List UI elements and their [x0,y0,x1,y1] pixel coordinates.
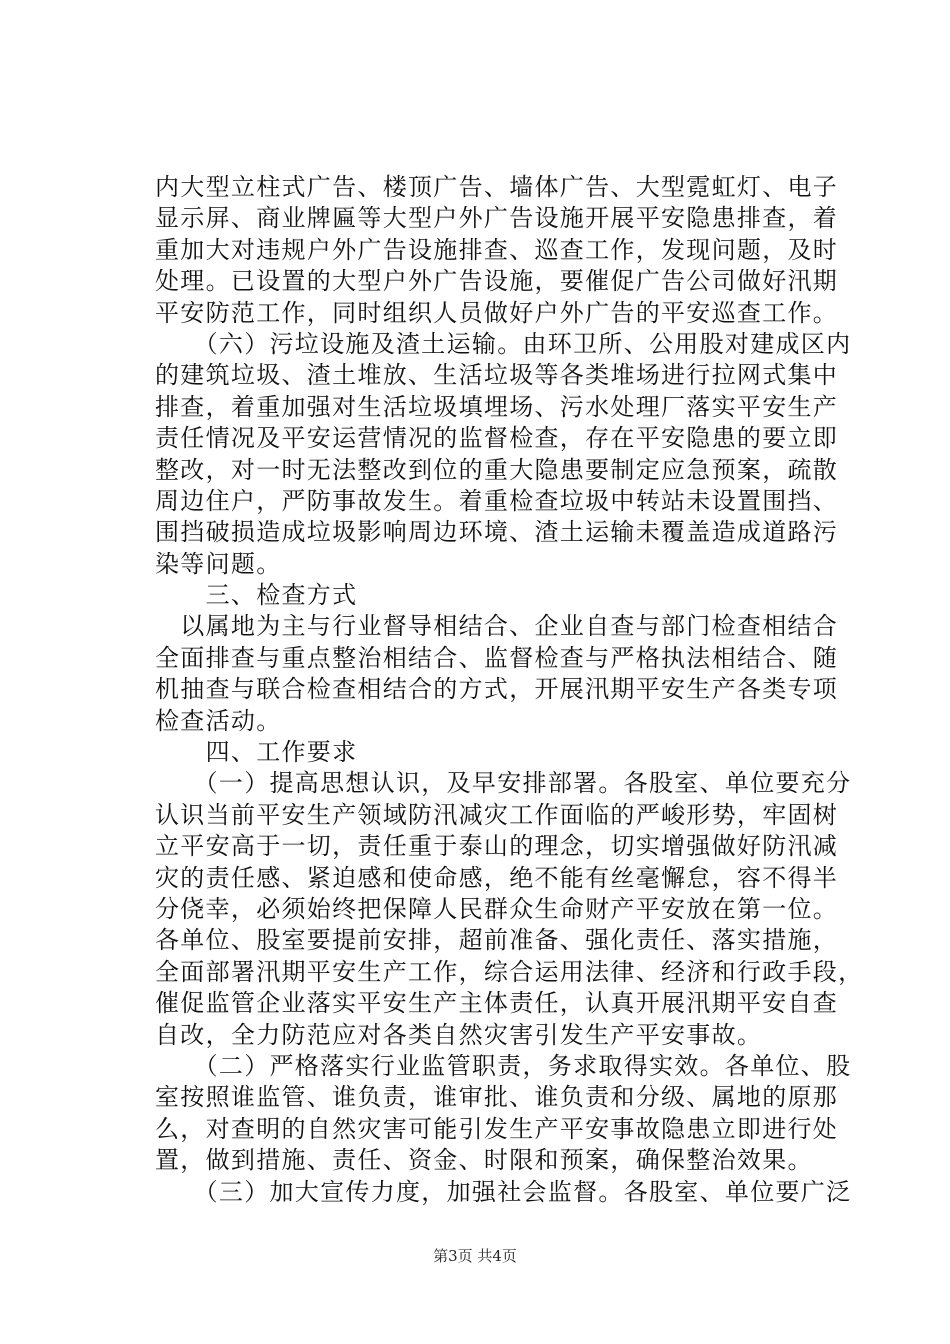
page-footer [0,1245,950,1266]
text-line: 处理。已设置的大型户外广告设施，要催促广告公司做好汛期 [155,267,839,296]
text-line: 全面部署汛期平安生产工作，综合运用法律、经济和行政手段， [155,957,864,986]
text-line: 重加大对违规户外广告设施排查、巡查工作，发现问题，及时 [155,235,839,264]
text-line: 各单位、股室要提前安排，超前准备、强化责任、落实措施， [155,926,839,955]
text-line: （六）污垃设施及渣土运输。由环卫所、公用股对建成区内 [155,329,852,358]
text-line: 置，做到措施、责任、资金、时限和预案，确保整治效果。 [155,1146,813,1175]
text-line: 排查，着重加强对生活垃圾填埋场、污水处理厂落实平安生产 [155,392,839,421]
text-line: 灾的责任感、紧迫感和使命感，绝不能有丝毫懈怠，容不得半 [155,863,839,892]
body-text [155,172,864,1208]
text-line: 责任情况及平安运营情况的监督检查，存在平安隐患的要立即 [155,424,839,453]
text-line: 四、工作要求 [155,738,358,767]
text-line: （三）加大宣传力度，加强社会监督。各股室、单位要广泛 [155,1177,852,1206]
text-line: （一）提高思想认识，及早安排部署。各股室、单位要充分 [155,769,852,798]
text-line: 显示屏、商业牌匾等大型户外广告设施开展平安隐患排查，着 [155,204,839,233]
text-line: 三、检查方式 [155,581,358,610]
text-line: 以属地为主与行业督导相结合、企业自查与部门检查相结合 [155,612,839,641]
text-line: 分侥幸，必须始终把保障人民群众生命财产平安放在第一位。 [155,894,839,923]
text-line: 认识当前平安生产领域防汛减灾工作面临的严峻形势，牢固树 [155,800,839,829]
page-number-label: 第3页 共4页 [433,1247,517,1265]
text-line: 周边住户，严防事故发生。着重检查垃圾中转站未设置围挡、 [155,486,839,515]
text-line: 整改，对一时无法整改到位的重大隐患要制定应急预案，疏散 [155,455,839,484]
text-line: 机抽查与联合检查相结合的方式，开展汛期平安生产各类专项 [155,675,839,704]
text-line: 的建筑垃圾、渣土堆放、生活垃圾等各类堆场进行拉网式集中 [155,361,839,390]
text-line: 平安防范工作，同时组织人员做好户外广告的平安巡查工作。 [155,298,839,327]
text-line: 催促监管企业落实平安生产主体责任，认真开展汛期平安自查 [155,989,839,1018]
text-line: 检查活动。 [155,706,282,735]
text-line: 自改，全力防范应对各类自然灾害引发生产平安事故。 [155,1020,763,1049]
text-line: 立平安高于一切，责任重于泰山的理念，切实增强做好防汛减 [155,832,839,861]
text-line: 全面排查与重点整治相结合、监督检查与严格执法相结合、随 [155,643,839,672]
text-line: 内大型立柱式广告、楼顶广告、墙体广告、大型霓虹灯、电子 [155,173,839,201]
text-line: 染等问题。 [155,549,282,578]
text-line: （二）严格落实行业监管职责，务求取得实效。各单位、股 [155,1051,852,1080]
text-line: 么，对查明的自然灾害可能引发生产平安事故隐患立即进行处 [155,1114,839,1143]
text-line: 围挡破损造成垃圾影响周边环境、渣土运输未覆盖造成道路污 [155,518,839,547]
text-line: 室按照谁监管、谁负责，谁审批、谁负责和分级、属地的原那 [155,1083,839,1112]
